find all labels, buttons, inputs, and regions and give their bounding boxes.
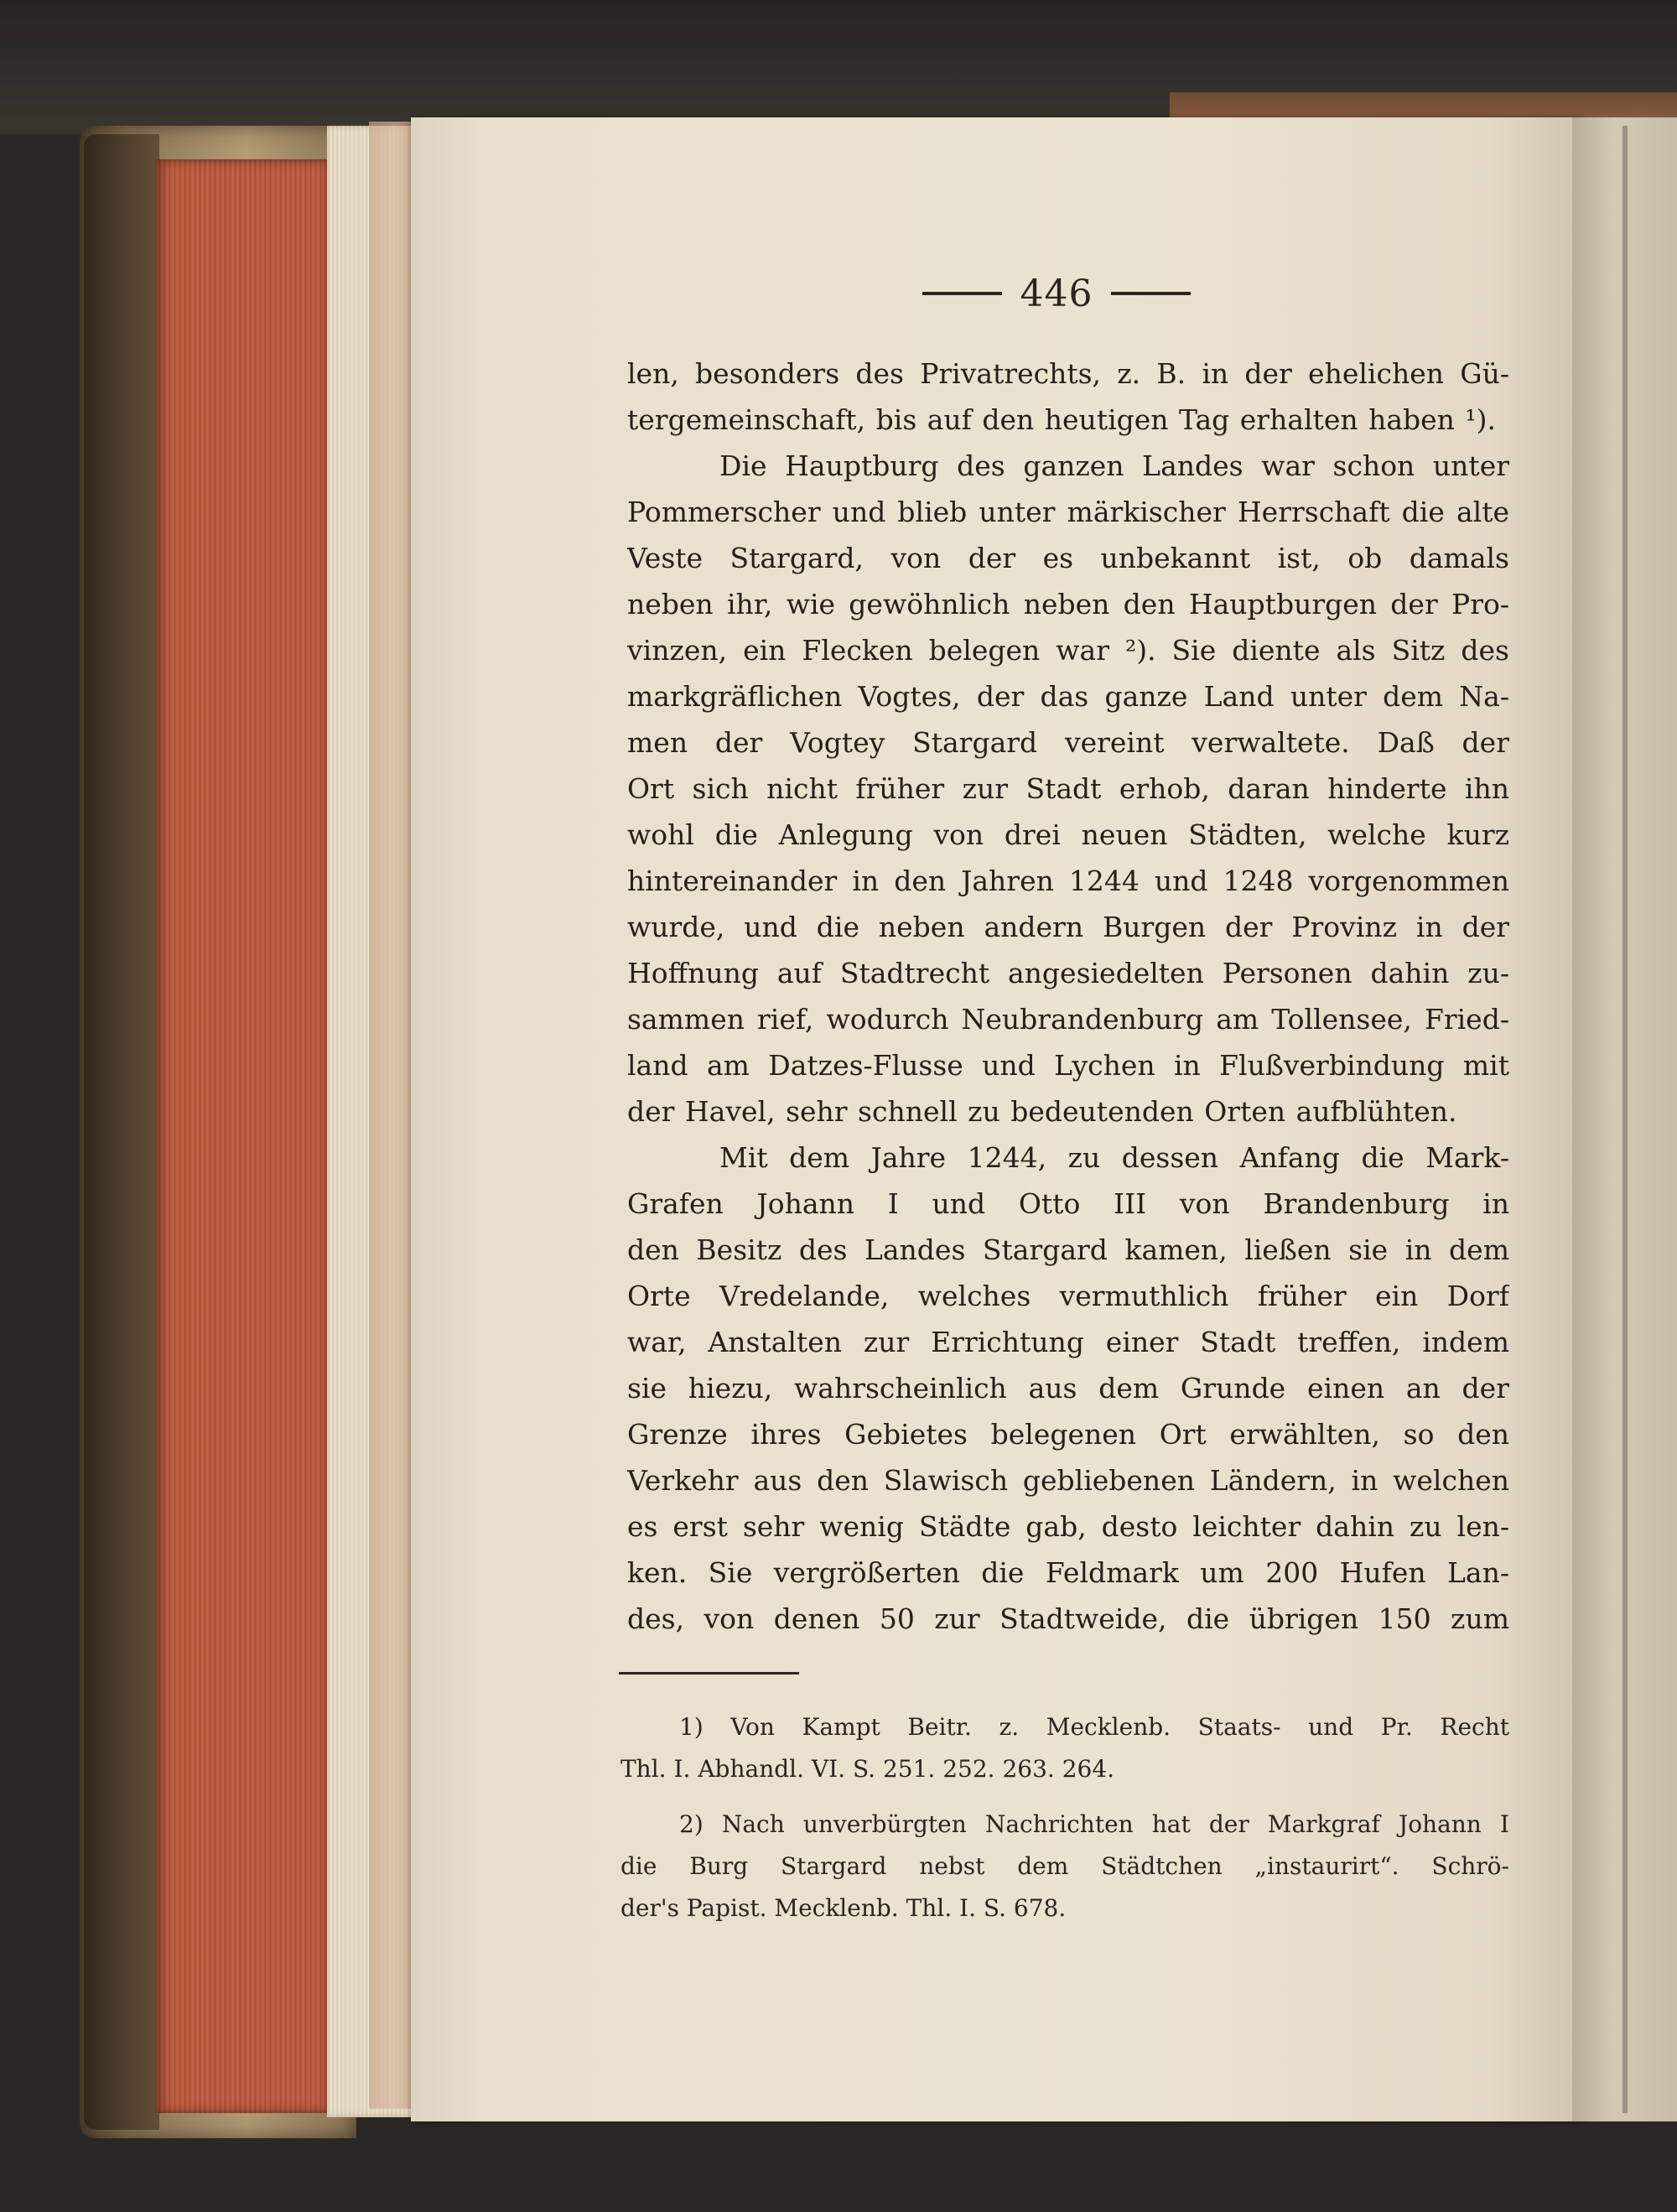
text-line: wohl die Anlegung von drei neuen Städten, welche kurz <box>627 818 1509 851</box>
footnote-line: 2) Nach unverbürgten Nachrichten hat der Markgraf Johann I <box>679 1810 1509 1838</box>
footnotes <box>620 1706 1509 1929</box>
text-line: vinzen, ein Flecken belegen war ²). Sie diente als Sitz des <box>627 634 1509 667</box>
text-line: Die Hauptburg des ganzen Landes war schon unter <box>719 449 1509 482</box>
body-text <box>627 350 1509 1642</box>
text-line: des, von denen 50 zur Stadtweide, die übrigen 150 zum <box>627 1602 1509 1635</box>
page-number: 446 <box>1020 272 1093 315</box>
footnote-line: Thl. I. Abhandl. VI. S. 251. 252. 263. 264. <box>620 1755 1115 1783</box>
footnote-line: 1) Von Kampt Beitr. z. Mecklenb. Staats- und Pr. Recht <box>679 1713 1509 1741</box>
text-line: men der Vogtey Stargard vereint verwaltete. Daß der <box>627 726 1509 759</box>
text-line: sie hiezu, wahrscheinlich aus dem Grunde einen an der <box>627 1372 1509 1405</box>
text-line: hintereinander in den Jahren 1244 und 1248 vorgenommen <box>627 865 1509 897</box>
text-line: markgräflichen Vogtes, der das ganze Land unter dem Na- <box>627 680 1509 713</box>
text-line: Hoffnung auf Stadtrecht angesiedelten Personen dahin zu- <box>627 957 1509 989</box>
text-line: Mit dem Jahre 1244, zu dessen Anfang die Mark- <box>719 1141 1509 1174</box>
text-line: Pommerscher und blieb unter märkischer Herrschaft die alte <box>627 496 1509 528</box>
text-line: der Havel, sehr schnell zu bedeutenden Orten aufblühten. <box>627 1095 1457 1128</box>
footnote-line: die Burg Stargard nebst dem Städtchen „instaurirt“. Schrö- <box>620 1852 1509 1880</box>
gutter-line <box>1622 126 1628 2113</box>
text-line: den Besitz des Landes Stargard kamen, ließen sie in dem <box>627 1233 1509 1266</box>
cover-edge <box>84 134 159 2130</box>
text-line: tergemeinschaft, bis auf den heutigen Tag erhalten haben ¹). <box>627 403 1497 436</box>
page-header <box>922 268 1191 319</box>
text-line: land am Datzes-Flusse und Lychen in Flußverbindung mit <box>627 1049 1509 1082</box>
text-line: Orte Vredelande, welches vermuthlich früher ein Dorf <box>627 1280 1509 1312</box>
text-line: war, Anstalten zur Errichtung einer Stadt treffen, indem <box>627 1326 1509 1358</box>
footnote-rule <box>619 1672 799 1675</box>
text-line: len, besonders des Privatrechts, z. B. in der ehelichen Gü- <box>627 357 1509 390</box>
header-dash-left <box>922 292 1002 295</box>
text-line: ken. Sie vergrößerten die Feldmark um 200 Hufen Lan- <box>627 1556 1509 1589</box>
text-line: Grenze ihres Gebietes belegenen Ort erwählten, so den <box>627 1418 1509 1451</box>
text-line: Verkehr aus den Slawisch gebliebenen Ländern, in welchen <box>627 1464 1509 1497</box>
page-block-edges <box>155 159 331 2113</box>
text-line: sammen rief, wodurch Neubrandenburg am Tollensee, Fried- <box>627 1003 1509 1036</box>
text-line: es erst sehr wenig Städte gab, desto leichter dahin zu len- <box>627 1510 1509 1543</box>
text-line: neben ihr, wie gewöhnlich neben den Hauptburgen der Pro- <box>627 588 1509 621</box>
text-line: Grafen Johann I und Otto III von Brandenburg in <box>627 1187 1509 1220</box>
text-line: Veste Stargard, von der es unbekannt ist, ob damals <box>627 542 1509 574</box>
text-line: Ort sich nicht früher zur Stadt erhob, daran hinderte ihn <box>627 772 1509 805</box>
header-dash-right <box>1111 292 1191 295</box>
text-line: wurde, und die neben andern Burgen der Provinz in der <box>627 911 1509 943</box>
footnote-line: der's Papist. Mecklenb. Thl. I. S. 678. <box>620 1894 1067 1922</box>
